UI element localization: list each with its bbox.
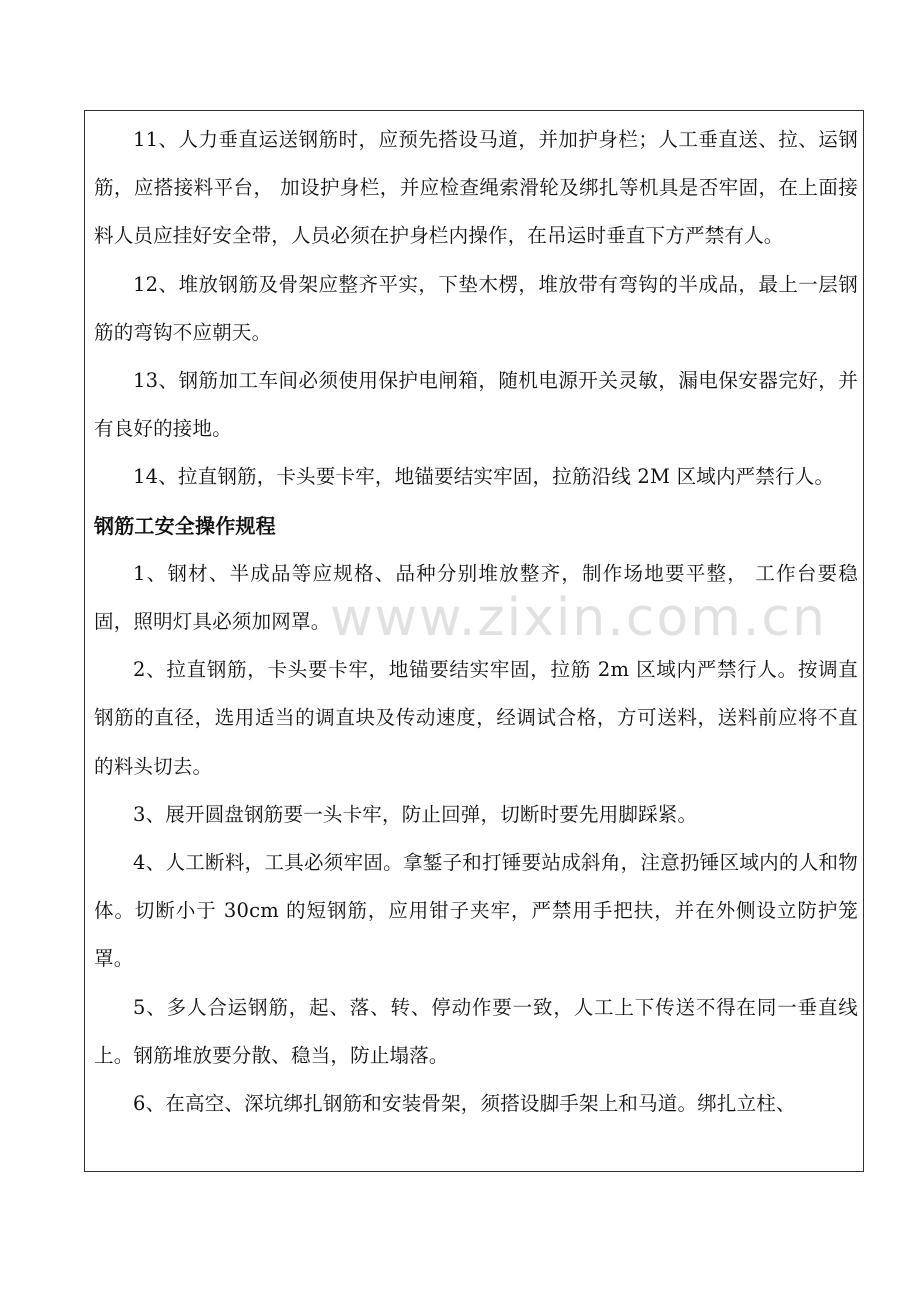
paragraph-12: 12、堆放钢筋及骨架应整齐平实，下垫木楞，堆放带有弯钩的半成品，最上一层钢筋的弯钩不应朝天。 (94, 272, 858, 344)
paragraph-13: 13、钢筋加工车间必须使用保护电闸箱，随机电源开关灵敏，漏电保安器完好，并有良好的接地。 (94, 369, 858, 441)
section-heading: 钢筋工安全操作规程 (94, 513, 276, 538)
rule-5: 5、多人合运钢筋，起、落、转、停动作要一致，人工上下传送不得在同一垂直线上。钢筋堆放要分散、稳当，防止塌落。 (94, 995, 858, 1067)
rule-6: 6、在高空、深坑绑扎钢筋和安装骨架，须搭设脚手架上和马道。绑扎立柱、 (133, 1092, 796, 1116)
rule-4: 4、人工断料，工具必须牢固。拿錾子和打锤要站成斜角，注意扔锤区域内的人和物体。切断小于 30cm 的短钢筋，应用钳子夹牢，严禁用手把扶，并在外侧设立防护笼罩。 (94, 851, 858, 971)
watermark: www.zixin.com.cn (330, 588, 827, 648)
document-body (94, 116, 858, 1128)
rule-1: 1、钢材、半成品等应规格、品种分别堆放整齐，制作场地要平整， 工作台要稳固，照明灯具必须加网罩。 (94, 561, 858, 634)
paragraph-14: 14、拉直钢筋，卡头要卡牢，地锚要结实牢固，拉筋沿线 2M 区域内严禁行人。 (133, 465, 835, 489)
rule-2: 2、拉直钢筋，卡头要卡牢，地锚要结实牢固，拉筋 2m 区域内严禁行人。按调直钢筋的直径，选用适当的调直块及传动速度，经调试合格，方可送料，送料前应将不直的料头切去。 (94, 658, 858, 778)
rule-3: 3、展开圆盘钢筋要一头卡牢，防止回弹，切断时要先用脚踩紧。 (133, 802, 698, 826)
paragraph-11: 11、人力垂直运送钢筋时，应预先搭设马道，并加护身栏；人工垂直送、拉、运钢筋，应搭接料平台， 加设护身栏，并应检查绳索滑轮及绑扎等机具是否牢固，在上面接料人员应挂好安全带，人员必须在护身栏内操作，在吊运时垂直下方严禁有人。 (94, 128, 858, 248)
